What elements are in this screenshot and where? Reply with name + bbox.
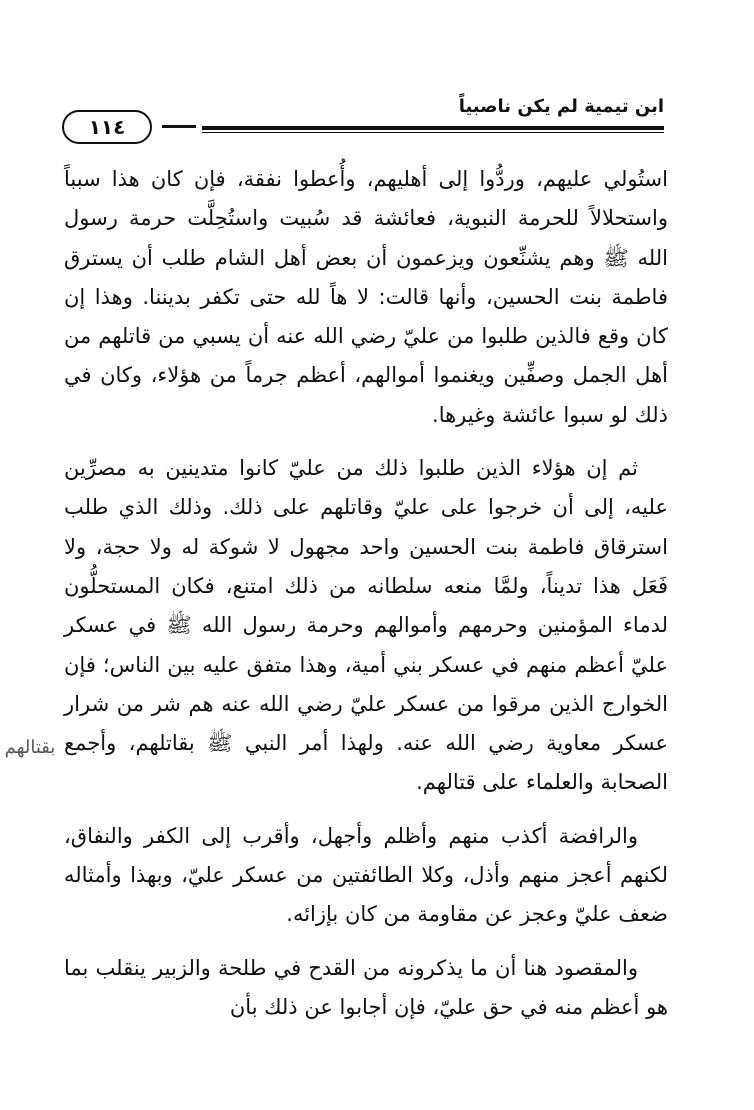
page-number-badge: ١١٤ [62, 110, 152, 144]
handwritten-margin-note: بقتالهم [4, 737, 56, 758]
paragraph-3: والرافضة أكذب منهم وأظلم وأجهل، وأقرب إلى الكفر والنفاق، لكنهم أعجز منهم وأذل، وكلا الطائفتين من عسكر عليّ، وبهذا وأمثاله ضعف عليّ وعجز عن مقاومة من كان بإزائه. [64, 823, 668, 927]
header-rule-thin [202, 132, 664, 133]
running-title: ابن تيمية لم يكن ناصبياً [458, 96, 664, 117]
header-rule-thick [202, 126, 664, 130]
paragraph-2: ثم إن هؤلاء الذين طلبوا ذلك من عليّ كانوا متدينين به مصرِّين عليه، إلى أن خرجوا على عليّ وقاتلهم على ذلك. وذلك الذي طلب استرقاق فاطمة بنت الحسين واحد مجهول لا شوكة له ولا حجة، ولا فَعَل هذا تديناً، ولمَّا منعه سلطانه من ذلك امتنع، فكان المستحلُّون لدماء المؤمنين وحرمهم وأموالهم وحرمة رسول الله ﷺ في عسكر عليّ أعظم منهم في عسكر بني أمية، وهذا متفق عليه بين الناس؛ فإن الخوارج الذين مرقوا من عسكر عليّ رضي الله عنه هم شر من شرار عسكر معاوية رضي الله عنه. ولهذا أمر النبي ﷺ بقاتلهم، وأجمع الصحابة والعلماء على قتالهم. [64, 456, 668, 795]
page-header [62, 90, 664, 146]
paragraph-1: استُولي عليهم، وردُّوا إلى أهليهم، وأُعطوا نفقة، فإن كان هذا سبباً واستحلالاً للحرمة النبوية، فعائشة قد سُبيت واستُحِلَّت حرمة رسول الله ﷺ وهم يشنِّعون ويزعمون أن بعض أهل الشام طلب أن يسترق فاطمة بنت الحسين، وأنها قالت: لا هاً لله حتى تكفر بديننا. وهذا إن كان وقع فالذين طلبوا من عليّ رضي الله عنه أن يسبي من قاتلهم من أهل الجمل وصفِّين ويغنموا أموالهم، أعظم جرماً من هؤلاء، وكان في ذلك لو سبوا عائشة وغيرها. [64, 167, 668, 427]
paragraph-4: والمقصود هنا أن ما يذكرونه من القدح في طلحة والزبير ينقلب بما هو أعظم منه في حق عليّ، فإن أجابوا عن ذلك بأن [64, 955, 668, 1019]
body-text [64, 160, 668, 1041]
header-rule-dash [162, 125, 196, 128]
